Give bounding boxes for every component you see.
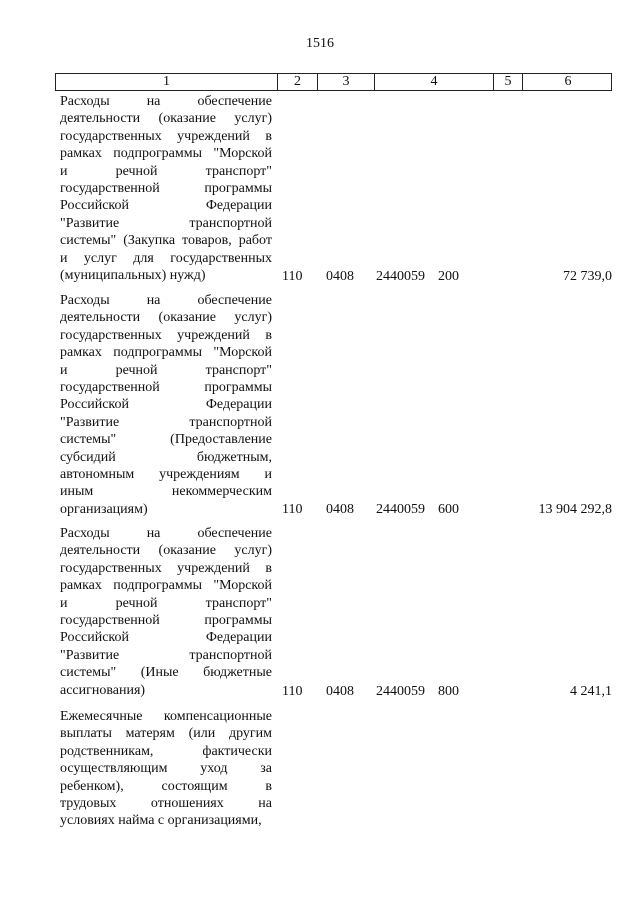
header-col-3: 3 [317, 74, 374, 90]
table-row [60, 292, 612, 518]
desc-line: деятельности (оказание услуг) [60, 310, 272, 326]
desc-line: деятельности (оказание услуг) [60, 543, 272, 559]
row-col-6: 4 241,1 [570, 684, 612, 699]
header-col-5: 5 [493, 74, 522, 90]
desc-line: условиях найма с организациями, [60, 813, 262, 829]
row-col-5: 200 [438, 269, 459, 284]
header-col-6: 6 [522, 74, 613, 90]
desc-line: (муниципальных) нужд) [60, 268, 206, 284]
desc-line: государственных учреждений в [60, 128, 272, 144]
row-col-4: 2440059 [376, 684, 425, 699]
desc-line: иным некоммерческим [60, 484, 272, 500]
row-col-3: 0408 [326, 502, 354, 517]
desc-line: Российской Федерации [60, 198, 272, 214]
desc-line: рамках подпрограммы "Морской [60, 146, 272, 162]
row-description [60, 93, 272, 284]
desc-line: рамках подпрограммы "Морской [60, 345, 272, 361]
desc-line: Российской Федерации [60, 630, 272, 646]
desc-line: выплаты матерям (или другим [60, 726, 272, 742]
desc-line: ребенком), состоящим в [60, 778, 272, 794]
row-col-3: 0408 [326, 269, 354, 284]
desc-line: "Развитие транспортной [60, 215, 272, 231]
desc-line: государственных учреждений в [60, 560, 272, 576]
row-col-6: 72 739,0 [563, 269, 612, 284]
desc-line: государственной программы [60, 380, 272, 396]
desc-line: и речной транспорт" [60, 595, 272, 611]
desc-line: субсидий бюджетным, [60, 449, 272, 465]
desc-line: осуществляющим уход за [60, 761, 272, 777]
desc-line: и речной транспорт" [60, 362, 272, 378]
desc-line: деятельности (оказание услуг) [60, 111, 272, 127]
desc-line: "Развитие транспортной [60, 414, 272, 430]
row-col-5: 600 [438, 502, 459, 517]
row-description [60, 708, 272, 830]
header-col-2: 2 [277, 74, 317, 90]
desc-line: организациям) [60, 501, 148, 517]
row-col-4: 2440059 [376, 502, 425, 517]
header-col-4: 4 [374, 74, 493, 90]
page-number: 1516 [306, 36, 334, 51]
desc-line: государственной программы [60, 181, 272, 197]
desc-line: системы" (Иные бюджетные [60, 665, 272, 681]
desc-line: государственных учреждений в [60, 327, 272, 343]
desc-line: автономным учреждениям и [60, 467, 272, 483]
desc-line: трудовых отношениях на [60, 796, 272, 812]
row-description [60, 292, 272, 518]
desc-line: "Развитие транспортной [60, 647, 272, 663]
table-header [55, 73, 612, 91]
desc-line: Расходы на обеспечение [60, 94, 272, 109]
row-col-2: 110 [282, 684, 303, 699]
desc-line: родственникам, фактически [60, 743, 272, 759]
table-row [60, 708, 612, 833]
desc-line: Российской Федерации [60, 397, 272, 413]
header-col-1: 1 [163, 74, 170, 89]
desc-line: и услуг для государственных [60, 250, 272, 266]
desc-line: Расходы на обеспечение [60, 293, 272, 308]
row-col-4: 2440059 [376, 269, 425, 284]
desc-line: государственной программы [60, 613, 272, 629]
desc-line: рамках подпрограммы "Морской [60, 578, 272, 594]
row-col-2: 110 [282, 502, 303, 517]
desc-line: и речной транспорт" [60, 163, 272, 179]
desc-line: системы" (Закупка товаров, работ [60, 233, 272, 249]
row-col-5: 800 [438, 684, 459, 699]
desc-line: Расходы на обеспечение [60, 526, 272, 541]
row-description [60, 525, 272, 699]
desc-line: системы" (Предоставление [60, 432, 272, 448]
row-col-2: 110 [282, 269, 303, 284]
table-row [60, 93, 612, 285]
desc-line: ассигнования) [60, 682, 146, 698]
row-col-6: 13 904 292,8 [538, 502, 612, 517]
row-col-3: 0408 [326, 684, 354, 699]
table-row [60, 525, 612, 700]
desc-line: Ежемесячные компенсационные [60, 709, 272, 724]
